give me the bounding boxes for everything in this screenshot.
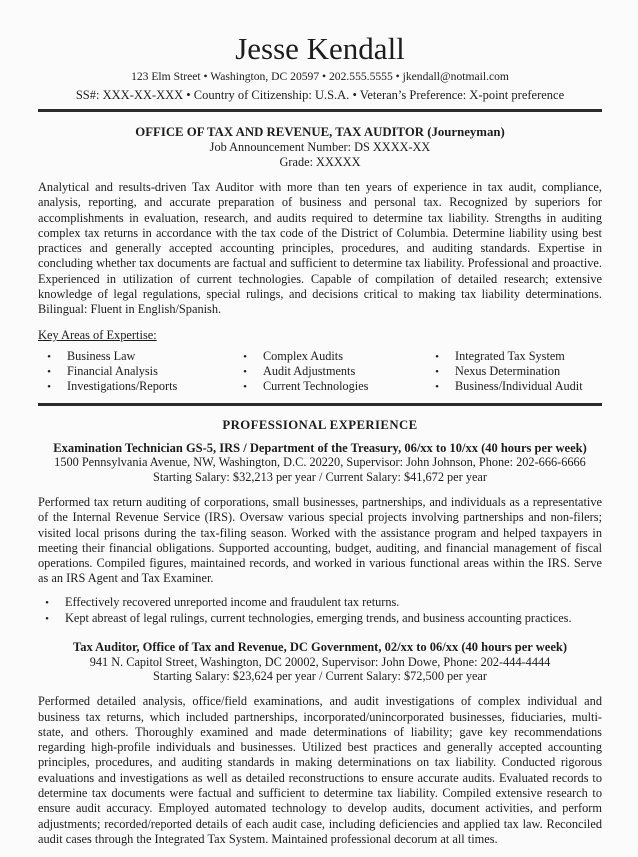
expertise-item-label: Financial Analysis xyxy=(67,364,158,379)
job-description: Performed tax return auditing of corporations, small businesses, partnerships, and individuals as a representative of the Internal Revenue Service (IRS). Oversaw various special projects involving partnerships and non-filers; visited local prisons during the tax-filing season. Worked with the assistance program and helped taxpayers in meeting their financial obligations. Supported accounting, budget, auditing, and financial management of fiscal operations. Compiled figures, maintained records, and worked in various functional areas within the IRS. Serve as an IRS Agent and Tax Examiner. xyxy=(38,494,602,586)
bullet-icon: • xyxy=(47,350,51,363)
experience-section xyxy=(38,417,602,847)
expertise-item xyxy=(433,379,602,394)
job-description: Performed detailed analysis, office/field examinations, and audit investigations of complex individual and business tax returns, which included partnerships, incorporated/unincorporated businesses, fiduciaries, multi-state, and others. Thoroughly examined and made determinations of liability; gave key recommendations regarding high-profile individuals and businesses. Utilized best practices and generally accepted accounting principles, procedures, and auditing standards in making determinations on tax liability. Conducted rigorous evaluations and investigations as well as detailed reconstructions to ensure accurate audits. Evaluated records to determine tax documents were factual and sufficient to determine tax liability. Compiled extensive research to ensure audit accuracy. Employed automated technology to develop audits, document activities, and perform adjustments; recorded/reported details of each audit case, including deficiencies and applied tax law. Reconciled audit cases through the Integrated Tax System. Maintained professional decorum at all times. xyxy=(38,694,602,846)
bullet-icon: • xyxy=(243,381,247,394)
achievement-text: Effectively recovered unreported income and fraudulent tax returns. xyxy=(65,594,400,609)
job-address-line: 1500 Pennsylvania Avenue, NW, Washington, D.C. 20220, Supervisor: John Johnson, Phone: 202-666-6666 xyxy=(54,455,586,470)
section-divider xyxy=(38,403,602,406)
achievement-text: Kept abreast of legal rulings, current technologies, emerging trends, and business accounting practices. xyxy=(65,610,572,625)
position-title: OFFICE OF TAX AND REVENUE, TAX AUDITOR (Journeyman) xyxy=(135,125,505,139)
achievement-item xyxy=(43,611,602,627)
job-address-line: 941 N. Capitol Street, Washington, DC 20002, Supervisor: John Dowe, Phone: 202-444-4444 xyxy=(89,654,551,669)
expertise-item xyxy=(45,349,234,364)
bullet-icon: • xyxy=(47,366,51,379)
experience-heading: PROFESSIONAL EXPERIENCE xyxy=(222,417,418,432)
expertise-item-label: Integrated Tax System xyxy=(455,348,565,363)
job-salary-line: Starting Salary: $23,624 per year / Current Salary: $72,500 per year xyxy=(153,668,487,683)
expertise-column-1 xyxy=(38,349,234,395)
job-salary-line: Starting Salary: $32,213 per year / Current Salary: $41,672 per year xyxy=(153,469,487,484)
federal-details-line: SS#: XXX-XX-XXX • Country of Citizenship: U.S.A. • Veteran’s Preference: X-point preference xyxy=(75,88,565,102)
bullet-icon: • xyxy=(435,366,439,379)
bullet-icon: • xyxy=(45,612,49,625)
expertise-item xyxy=(433,364,602,379)
expertise-column-2 xyxy=(234,349,426,395)
expertise-grid xyxy=(38,349,602,395)
expertise-section xyxy=(38,327,602,395)
expertise-item xyxy=(45,364,234,379)
resume-document xyxy=(0,32,638,857)
grade-line: Grade: XXXXX xyxy=(279,154,361,169)
contact-line: 123 Elm Street • Washington, DC 20597 • 202.555.5555 • jkendall@notmail.com xyxy=(131,70,509,83)
bullet-icon: • xyxy=(47,381,51,394)
expertise-item-label: Business/Individual Audit xyxy=(455,379,583,394)
bullet-icon: • xyxy=(435,350,439,363)
expertise-item-label: Complex Audits xyxy=(263,348,343,363)
expertise-item xyxy=(241,364,426,379)
header-divider xyxy=(38,109,602,112)
expertise-item xyxy=(241,379,426,394)
job-title: Tax Auditor, Office of Tax and Revenue, DC Government, 02/xx to 06/xx (40 hours per week) xyxy=(73,640,567,655)
expertise-item-label: Nexus Determination xyxy=(455,364,561,379)
bullet-icon: • xyxy=(45,596,49,609)
expertise-item-label: Investigations/Reports xyxy=(67,379,178,394)
expertise-column-3 xyxy=(426,349,602,395)
expertise-item-label: Business Law xyxy=(67,348,136,363)
expertise-item xyxy=(45,379,234,394)
summary-paragraph: Analytical and results-driven Tax Auditor with more than ten years of experience in tax audit, compliance, analysis, reporting, and accurate preparation of business and personal tax. Recognized by superiors for accomplishments in evaluation, research, and audits required to determine tax liability. Strengths in auditing complex tax returns in accordance with the tax code of the District of Columbia. Determine liability using best practices and generally accepted accounting principles, procedures, and auditing standards. Expertise in concluding whether tax documents are factual and sufficient to determine tax liability. Professional and proactive. Experienced in utilization of current technologies. Capable of compilation of detailed research; extensive knowledge of legal regulations, special rulings, and decisions critical to making tax liability determinations. Bilingual: Fluent in English/Spanish. xyxy=(38,180,602,317)
achievement-item xyxy=(43,595,602,611)
expertise-item xyxy=(241,349,426,364)
job-entry-2 xyxy=(38,640,602,683)
expertise-item xyxy=(433,349,602,364)
bullet-icon: • xyxy=(243,366,247,379)
expertise-item-label: Current Technologies xyxy=(263,379,369,394)
expertise-heading: Key Areas of Expertise: xyxy=(38,327,157,342)
bullet-icon: • xyxy=(435,381,439,394)
bullet-icon: • xyxy=(243,350,247,363)
expertise-item-label: Audit Adjustments xyxy=(263,364,356,379)
resume-header xyxy=(38,32,602,103)
job-entry-1 xyxy=(38,441,602,484)
job-achievements-list xyxy=(38,595,602,627)
job-announcement-line: Job Announcement Number: DS XXXX-XX xyxy=(209,140,431,154)
position-block xyxy=(38,125,602,169)
job-title: Examination Technician GS-5, IRS / Department of the Treasury, 06/xx to 10/xx (40 hours per week) xyxy=(53,440,587,455)
candidate-name: Jesse Kendall xyxy=(235,31,405,66)
